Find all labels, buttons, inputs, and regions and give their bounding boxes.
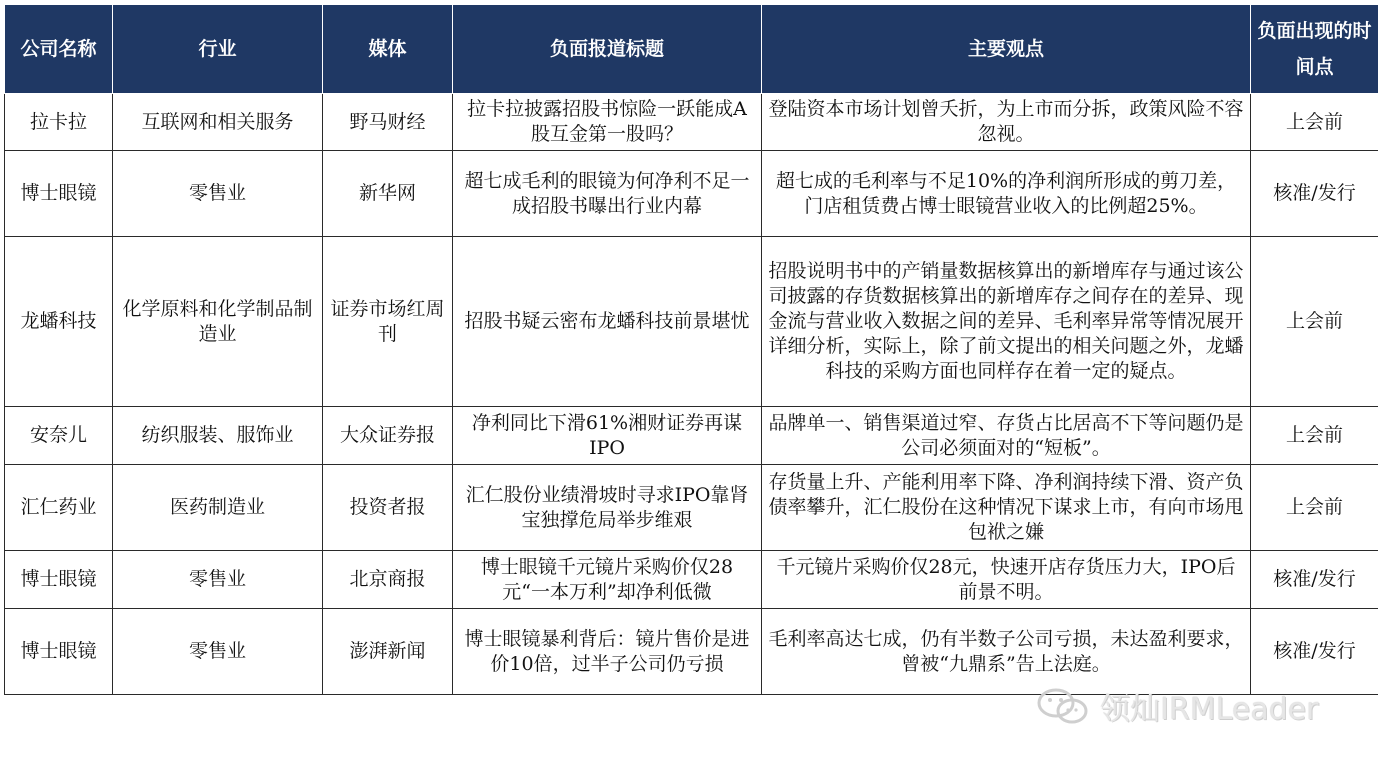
cell-media: 证券市场红周刊 [323,237,453,407]
cell-time: 核准/发行 [1251,151,1378,237]
cell-time: 上会前 [1251,94,1378,151]
cell-time: 上会前 [1251,237,1378,407]
cell-media: 大众证券报 [323,407,453,465]
cell-industry: 纺织服装、服饰业 [113,407,323,465]
cell-time: 上会前 [1251,465,1378,551]
cell-time: 上会前 [1251,407,1378,465]
wechat-icon [1036,686,1092,726]
table-row [5,151,1378,237]
table-row [5,237,1378,407]
cell-title: 拉卡拉披露招股书惊险一跃能成A股互金第一股吗？ [453,94,762,151]
cell-company: 博士眼镜 [5,609,113,695]
table-row [5,465,1378,551]
cell-industry: 医药制造业 [113,465,323,551]
cell-view: 登陆资本市场计划曾夭折，为上市而分拆，政策风险不容忽视。 [762,94,1251,151]
cell-title: 汇仁股份业绩滑坡时寻求IPO靠肾宝独撑危局举步维艰 [453,465,762,551]
cell-media: 投资者报 [323,465,453,551]
cell-view: 毛利率高达七成，仍有半数子公司亏损，未达盈利要求，曾被“九鼎系”告上法庭。 [762,609,1251,695]
cell-industry: 零售业 [113,551,323,609]
cell-title: 超七成毛利的眼镜为何净利不足一成招股书曝出行业内幕 [453,151,762,237]
header-title: 负面报道标题 [453,5,762,94]
cell-industry: 零售业 [113,609,323,695]
cell-title: 净利同比下滑61%湘财证券再谋IPO [453,407,762,465]
cell-industry: 化学原料和化学制品制造业 [113,237,323,407]
cell-view: 千元镜片采购价仅28元，快速开店存货压力大，IPO后前景不明。 [762,551,1251,609]
cell-title: 博士眼镜暴利背后：镜片售价是进价10倍，过半子公司仍亏损 [453,609,762,695]
cell-title: 招股书疑云密布龙蟠科技前景堪忧 [453,237,762,407]
cell-time: 核准/发行 [1251,609,1378,695]
cell-industry: 零售业 [113,151,323,237]
negative-reports-table [4,4,1378,695]
cell-view: 超七成的毛利率与不足10%的净利润所形成的剪刀差，门店租赁费占博士眼镜营业收入的比例超25%。 [762,151,1251,237]
cell-view: 品牌单一、销售渠道过窄、存货占比居高不下等问题仍是公司必须面对的“短板”。 [762,407,1251,465]
table-row [5,407,1378,465]
cell-company: 龙蟠科技 [5,237,113,407]
cell-company: 博士眼镜 [5,551,113,609]
cell-title: 博士眼镜千元镜片采购价仅28元“一本万利”却净利低微 [453,551,762,609]
header-industry: 行业 [113,5,323,94]
table-row [5,551,1378,609]
cell-company: 博士眼镜 [5,151,113,237]
watermark-text: 领灿IRMLeader [1100,692,1319,727]
header-media: 媒体 [323,5,453,94]
cell-industry: 互联网和相关服务 [113,94,323,151]
table-row [5,94,1378,151]
header-company: 公司名称 [5,5,113,94]
watermark [1036,684,1318,728]
cell-company: 汇仁药业 [5,465,113,551]
cell-time: 核准/发行 [1251,551,1378,609]
cell-view: 招股说明书中的产销量数据核算出的新增库存与通过该公司披露的存货数据核算出的新增库存之间存在的差异、现金流与营业收入数据之间的差异、毛利率异常等情况展开详细分析，实际上，除了前文提出的相关问题之外，龙蟠科技的采购方面也同样存在着一定的疑点。 [762,237,1251,407]
cell-media: 野马财经 [323,94,453,151]
header-time: 负面出现的时间点 [1251,5,1378,94]
cell-media: 北京商报 [323,551,453,609]
header-row [5,5,1378,94]
cell-view: 存货量上升、产能利用率下降、净利润持续下滑、资产负债率攀升，汇仁股份在这种情况下谋求上市，有向市场甩包袱之嫌 [762,465,1251,551]
header-view: 主要观点 [762,5,1251,94]
cell-media: 新华网 [323,151,453,237]
table-row [5,609,1378,695]
cell-company: 安奈儿 [5,407,113,465]
cell-company: 拉卡拉 [5,94,113,151]
cell-media: 澎湃新闻 [323,609,453,695]
